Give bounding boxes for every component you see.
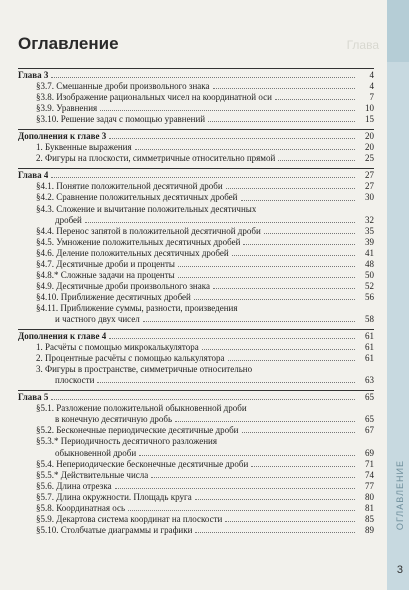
toc-entry[interactable] xyxy=(18,226,374,237)
toc-entry[interactable] xyxy=(18,414,374,425)
toc-entry-label: 1. Буквенные выражения xyxy=(36,142,132,153)
toc-page-number: 61 xyxy=(365,342,374,353)
toc-page-number: 61 xyxy=(365,331,374,342)
toc-page-number: 65 xyxy=(365,392,374,403)
toc-entry-label: §5.5.* Действительные числа xyxy=(36,469,149,480)
toc-page-number: 63 xyxy=(365,375,374,386)
toc-entry-label: дробей xyxy=(55,214,82,225)
ghost-header-text: Глава xyxy=(346,38,379,52)
toc-entry-label: §5.3.* Периодичность десятичного разложения xyxy=(36,436,217,447)
toc-page-number: 7 xyxy=(369,92,374,103)
toc-leader-dots xyxy=(115,488,355,489)
toc-entry-label: 1. Расчёты с помощью микрокалькулятора xyxy=(36,342,199,353)
toc-entry-label: §4.4. Перенос запятой в положительной десятичной дроби xyxy=(36,225,261,236)
toc-entry-label: Дополнения к главе 4 xyxy=(18,331,107,342)
toc-leader-dots xyxy=(195,532,355,533)
toc-leader-dots xyxy=(139,455,355,456)
toc-leader-dots xyxy=(175,421,355,422)
toc-entry[interactable] xyxy=(18,514,374,525)
toc-section xyxy=(18,129,374,164)
toc-leader-dots xyxy=(251,466,355,467)
toc-entry-label: обыкновенной дроби xyxy=(55,447,137,458)
toc-page-number: 58 xyxy=(365,313,374,324)
toc-section xyxy=(18,329,374,386)
toc-section xyxy=(18,390,374,536)
toc-entry-label: и частного двух чисел xyxy=(55,313,140,324)
toc-page-number: 32 xyxy=(365,214,374,225)
toc-entry-label: §5.1. Разложение положительной обыкновенной дроби xyxy=(36,403,247,414)
toc-entry[interactable] xyxy=(18,448,374,459)
toc-section xyxy=(18,168,374,325)
toc-leader-dots xyxy=(143,321,355,322)
toc-page-number: 69 xyxy=(365,447,374,458)
toc-entry-label: §3.10. Решение задач с помощью уравнений xyxy=(36,114,206,125)
toc-page-number: 77 xyxy=(365,480,374,491)
toc-section-heading[interactable] xyxy=(18,331,374,342)
toc-entry[interactable] xyxy=(18,436,374,447)
toc-entry[interactable] xyxy=(18,459,374,470)
toc-entry-label: §3.9. Уравнения xyxy=(36,103,98,114)
toc-entry[interactable] xyxy=(18,92,374,103)
toc-page-number: 74 xyxy=(365,469,374,480)
toc-entry-label: §4.6. Деление положительных десятичных дробей xyxy=(36,247,229,258)
toc-page-number: 4 xyxy=(369,70,374,80)
toc-page-number: 81 xyxy=(365,502,374,513)
toc-entry[interactable] xyxy=(18,142,374,153)
toc-page-number: 61 xyxy=(365,353,374,364)
toc-entry[interactable] xyxy=(18,259,374,270)
toc-entry[interactable] xyxy=(18,215,374,226)
toc-entry[interactable] xyxy=(18,270,374,281)
toc-entry[interactable] xyxy=(18,248,374,259)
toc-leader-dots xyxy=(51,177,355,178)
side-label: ОГЛАВЛЕНИЕ xyxy=(395,460,405,531)
toc-page-number: 20 xyxy=(365,131,374,142)
toc-leader-dots xyxy=(228,360,355,361)
toc-entry[interactable] xyxy=(18,481,374,492)
toc-page-number: 89 xyxy=(365,524,374,535)
toc-entry-label: 2. Фигуры на плоскости, симметричные относительно прямой xyxy=(36,153,276,164)
toc-page-number: 25 xyxy=(365,153,374,164)
toc-entry[interactable] xyxy=(18,525,374,536)
toc-entry[interactable] xyxy=(18,237,374,248)
toc-page-number: 15 xyxy=(365,114,374,125)
toc-leader-dots xyxy=(202,349,355,350)
toc-leader-dots xyxy=(264,233,355,234)
toc-page-number: 50 xyxy=(365,269,374,280)
toc-page-number: 27 xyxy=(365,181,374,192)
toc-entry-label: §4.9. Десятичные дроби произвольного знака xyxy=(36,280,210,291)
toc-entry-label: §5.6. Длина отрезка xyxy=(36,480,112,491)
toc-entry-label: Дополнения к главе 3 xyxy=(18,131,107,142)
toc-entry-label: 2. Процентные расчёты с помощью калькулятора xyxy=(36,353,225,364)
toc-page-number: 85 xyxy=(365,513,374,524)
toc-section xyxy=(18,68,374,125)
toc-leader-dots xyxy=(213,88,355,89)
page-title: Оглавление xyxy=(18,34,119,53)
toc-leader-dots xyxy=(242,432,356,433)
table-of-contents xyxy=(18,68,374,540)
toc-entry-label: §4.11. Приближение суммы, разности, произведения xyxy=(36,302,238,313)
toc-entry[interactable] xyxy=(18,281,374,292)
side-strip xyxy=(387,0,409,590)
toc-entry-label: §5.9. Декартова система координат на плоскости xyxy=(36,513,223,524)
toc-page-number: 4 xyxy=(369,81,374,92)
toc-leader-dots xyxy=(85,222,355,223)
toc-entry[interactable] xyxy=(18,403,374,414)
toc-entry-label: §4.1. Понятие положительной десятичной дроби xyxy=(36,181,223,192)
toc-entry[interactable] xyxy=(18,492,374,503)
toc-section-heading[interactable] xyxy=(18,392,374,403)
toc-entry-label: §4.2. Сравнение положительных десятичных дробей xyxy=(36,192,238,203)
toc-page-number: 71 xyxy=(365,458,374,469)
toc-entry-label: §4.10. Приближение десятичных дробей xyxy=(36,291,191,302)
toc-entry[interactable] xyxy=(18,181,374,192)
toc-leader-dots xyxy=(278,160,355,161)
toc-page-number: 35 xyxy=(365,225,374,236)
toc-leader-dots xyxy=(194,299,355,300)
toc-leader-dots xyxy=(100,110,355,111)
toc-entry-label: в конечную десятичную дробь xyxy=(55,414,173,425)
toc-entry[interactable] xyxy=(18,103,374,114)
toc-entry-label: §4.3. Сложение и вычитание положительных десятичных xyxy=(36,203,257,214)
toc-leader-dots xyxy=(213,288,355,289)
toc-entry-label: §5.4. Непериодические бесконечные десятичные дроби xyxy=(36,458,249,469)
toc-entry[interactable] xyxy=(18,342,374,353)
toc-leader-dots xyxy=(97,382,355,383)
toc-entry[interactable] xyxy=(18,470,374,481)
toc-section-heading[interactable] xyxy=(18,131,374,142)
toc-leader-dots xyxy=(51,399,355,400)
toc-leader-dots xyxy=(241,200,356,201)
toc-leader-dots xyxy=(275,99,355,100)
toc-entry-label: §4.5. Умножение положительных десятичных дробей xyxy=(36,236,241,247)
toc-page-number: 39 xyxy=(365,236,374,247)
toc-page-number: 27 xyxy=(365,170,374,181)
toc-entry-label: §4.8.* Сложные задачи на проценты xyxy=(36,269,175,280)
page-number: 3 xyxy=(396,564,403,576)
toc-page-number: 67 xyxy=(365,425,374,436)
toc-entry-label: плоскости xyxy=(55,375,95,386)
section-spacer xyxy=(18,536,374,540)
toc-leader-dots xyxy=(243,244,355,245)
toc-entry[interactable] xyxy=(18,425,374,436)
toc-leader-dots xyxy=(109,138,355,139)
toc-leader-dots xyxy=(51,77,355,78)
toc-entry-label: Глава 3 xyxy=(18,70,49,80)
toc-leader-dots xyxy=(232,255,355,256)
toc-entry[interactable] xyxy=(18,375,374,386)
toc-page-number: 48 xyxy=(365,258,374,269)
toc-entry-label: §4.7. Десятичные дроби и проценты xyxy=(36,258,175,269)
toc-leader-dots xyxy=(208,121,355,122)
toc-entry[interactable] xyxy=(18,364,374,375)
toc-page-number: 56 xyxy=(365,291,374,302)
toc-leader-dots xyxy=(178,266,355,267)
toc-page-number: 30 xyxy=(365,192,374,203)
toc-leader-dots xyxy=(225,521,355,522)
toc-leader-dots xyxy=(109,338,355,339)
toc-entry[interactable] xyxy=(18,204,374,215)
toc-leader-dots xyxy=(195,499,355,500)
toc-entry[interactable] xyxy=(18,153,374,164)
toc-leader-dots xyxy=(151,477,355,478)
toc-leader-dots xyxy=(128,510,355,511)
toc-page-number: 65 xyxy=(365,414,374,425)
toc-leader-dots xyxy=(135,149,355,150)
toc-leader-dots xyxy=(178,277,355,278)
toc-entry[interactable] xyxy=(18,353,374,364)
toc-entry-label: §5.2. Бесконечные периодические десятичные дроби xyxy=(36,425,239,436)
toc-page-number: 20 xyxy=(365,142,374,153)
toc-leader-dots xyxy=(226,188,355,189)
toc-entry-label: §5.10. Столбчатые диаграммы и графики xyxy=(36,524,193,535)
toc-entry-label: Глава 5 xyxy=(18,392,49,403)
toc-entry[interactable] xyxy=(18,314,374,325)
toc-entry[interactable] xyxy=(18,503,374,514)
toc-page-number: 41 xyxy=(365,247,374,258)
toc-entry[interactable] xyxy=(18,81,374,92)
toc-entry-label: Глава 4 xyxy=(18,170,49,181)
toc-entry-label: §5.7. Длина окружности. Площадь круга xyxy=(36,491,192,502)
toc-entry-label: §5.8. Координатная ось xyxy=(36,502,126,513)
side-strip-header xyxy=(387,0,409,62)
toc-entry[interactable] xyxy=(18,192,374,203)
toc-section-heading[interactable] xyxy=(18,70,374,81)
toc-page-number: 80 xyxy=(365,491,374,502)
toc-entry-label: §3.8. Изображение рациональных чисел на координатной оси xyxy=(36,92,272,103)
toc-section-heading[interactable] xyxy=(18,170,374,181)
toc-page-number: 10 xyxy=(365,103,374,114)
toc-page-number: 52 xyxy=(365,280,374,291)
toc-entry-label: 3. Фигуры в пространстве, симметричные относительно xyxy=(36,364,253,375)
toc-entry[interactable] xyxy=(18,114,374,125)
toc-entry-label: §3.7. Смешанные дроби произвольного знака xyxy=(36,81,210,92)
toc-entry[interactable] xyxy=(18,292,374,303)
toc-entry[interactable] xyxy=(18,303,374,314)
